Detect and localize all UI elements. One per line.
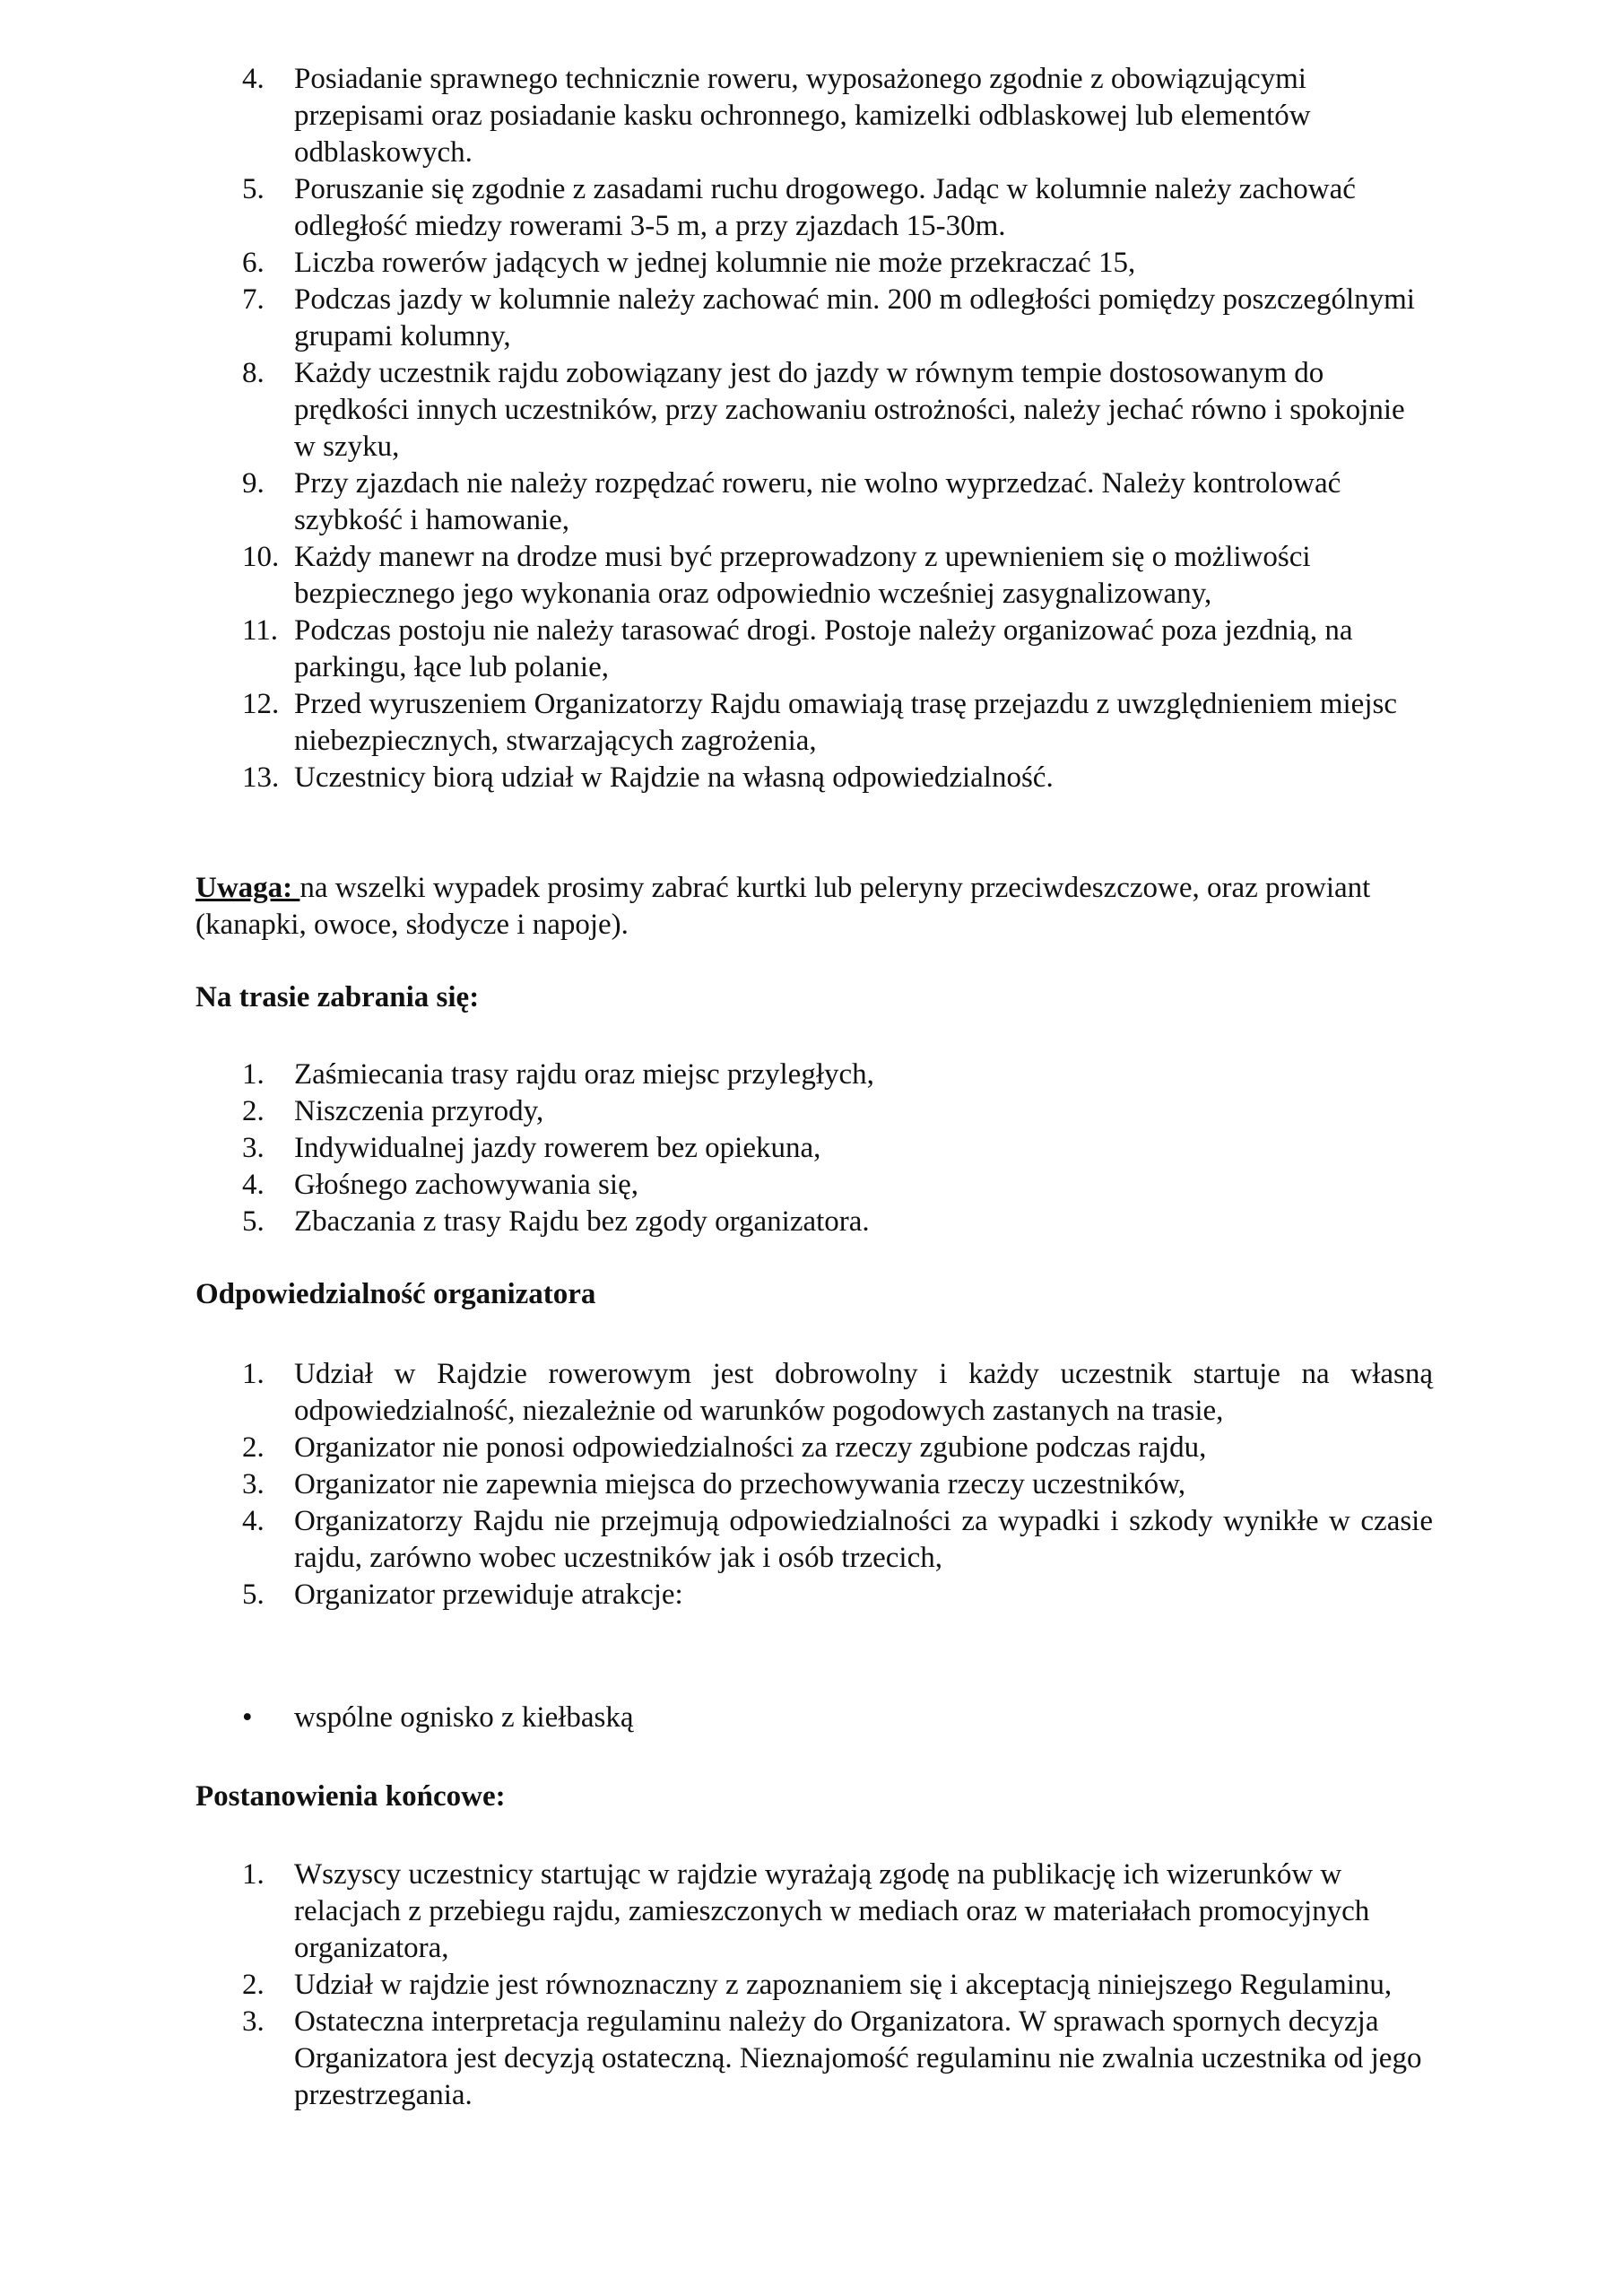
rules-list-section [0,61,1623,796]
list-item [0,760,1433,796]
list-item [0,355,1433,465]
prohibited-section [0,1057,1623,1240]
rules-list [0,61,1623,796]
item-text: Liczba rowerów jadących w jednej kolumnie nie może przekraczać 15, [294,247,1136,279]
item-text: Głośnego zachowywania się, [294,1169,638,1201]
item-text: Zbaczania z trasy Rajdu bez zgody organizatora. [294,1205,870,1238]
list-item [0,465,1433,539]
section-heading-final: Postanowienia końcowe: [195,1780,506,1813]
item-number: 4. [242,63,265,95]
item-text: Indywidualnej jazdy rowerem bez opiekuna, [294,1132,821,1164]
item-text: Organizator przewiduje atrakcje: [294,1578,683,1611]
item-text: Każdy uczestnik rajdu zobowiązany jest do jazdy w równym tempie dostosowanym do prędkości innych uczestników, przy zachowaniu ostrożności, należy jechać równo i spokojnie w szyku, [294,357,1405,463]
item-number: 2. [242,1431,265,1464]
item-number: 7. [242,283,265,316]
list-item [0,1503,1433,1577]
item-text: Organizator nie zapewnia miejsca do przechowywania rzeczy uczestników, [294,1468,1186,1500]
item-text: Niszczenia przyrody, [294,1095,544,1127]
item-number: 3. [242,2005,265,2038]
item-text: Podczas postoju nie należy tarasować drogi. Postoje należy organizować poza jezdnią, na parkingu, łące lub polanie, [294,614,1353,683]
item-number: 10. [242,541,280,573]
note-paragraph [195,870,1433,944]
list-item [0,171,1433,245]
item-text: Każdy manewr na drodze musi być przeprowadzony z upewnieniem się o możliwości bezpiecznego jego wykonania oraz odpowiednio wcześniej zasygnalizowany, [294,541,1311,610]
note-text: na wszelki wypadek prosimy zabrać kurtki lub peleryny przeciwdeszczowe, oraz prowiant (kanapki, owoce, słodycze i napoje). [195,872,1371,941]
list-item [0,1356,1433,1430]
list-item [0,1967,1433,2004]
section-heading-prohibited: Na trasie zabrania się: [195,981,480,1013]
item-number: 5. [242,1205,265,1238]
organizer-list [0,1356,1623,1613]
item-text: Posiadanie sprawnego technicznie roweru, wyposażonego zgodnie z obowiązującymi przepisami oraz posiadanie kasku ochronnego, kamizelki odblaskowej lub elementów odblaskowych. [294,63,1311,169]
item-text: Uczestnicy biorą udział w Rajdzie na własną odpowiedzialność. [294,761,1054,794]
item-number: 5. [242,1578,265,1611]
list-item [0,613,1433,686]
section-heading-organizer: Odpowiedzialność organizatora [195,1278,596,1310]
item-number: 1. [242,1358,265,1390]
list-item [0,61,1433,171]
list-item [0,686,1433,760]
prohibited-list [0,1057,1623,1240]
item-text: Zaśmiecania trasy rajdu oraz miejsc przyległych, [294,1058,874,1091]
item-number: 6. [242,247,265,279]
item-number: 2. [242,1095,265,1127]
item-text: Udział w rajdzie jest równoznaczny z zapoznaniem się i akceptacją niniejszego Regulaminu, [294,1969,1393,2001]
item-number: 4. [242,1505,265,1537]
list-item [0,1057,1433,1093]
item-number: 12. [242,688,280,720]
list-item [0,1430,1433,1466]
item-number: 2. [242,1969,265,2001]
list-item [0,2004,1433,2114]
final-list [0,1857,1623,2114]
item-text: Organizatorzy Rajdu nie przejmują odpowiedzialności za wypadki i szkody wynikłe w czasie rajdu, zarówno wobec uczestników jak i osób trzecich, [294,1505,1433,1574]
item-number: 1. [242,1858,265,1891]
bullet-icon: • [242,1701,253,1734]
list-item [0,1857,1433,1967]
item-text: Udział w Rajdzie rowerowym jest dobrowolny i każdy uczestnik startuje na własną odpowiedzialność, niezależnie od warunków pogodowych zastanych na trasie, [294,1358,1433,1427]
item-text: Wszyscy uczestnicy startując w rajdzie wyrażają zgodę na publikację ich wizerunków w relacjach z przebiegu rajdu, zamieszczonych w mediach oraz w materiałach promocyjnych organizatora, [294,1858,1370,1964]
bullet-item-text: wspólne ognisko z kiełbaską [294,1701,634,1734]
list-item [0,1466,1433,1503]
item-text: Przed wyruszeniem Organizatorzy Rajdu omawiają trasę przejazdu z uwzględnieniem miejsc niebezpiecznych, stwarzających zagrożenia, [294,688,1397,757]
item-number: 1. [242,1058,265,1091]
list-item [0,245,1433,282]
item-text: Ostateczna interpretacja regulaminu należy do Organizatora. W sprawach spornych decyzja Organizatora jest decyzją ostateczną. Nieznajomość regulaminu nie zwalnia uczestnika od jego przestrzegania. [294,2005,1422,2111]
item-number: 5. [242,173,265,205]
list-item [0,1204,1433,1240]
item-number: 13. [242,761,280,794]
organizer-section [0,1356,1623,1613]
item-number: 3. [242,1468,265,1500]
note-label: Uwaga: [195,872,300,904]
item-number: 11. [242,614,279,647]
item-text: Podczas jazdy w kolumnie należy zachować min. 200 m odległości pomiędzy poszczególnymi grupami kolumny, [294,283,1415,352]
item-text: Poruszanie się zgodnie z zasadami ruchu drogowego. Jadąc w kolumnie należy zachować odległość miedzy rowerami 3-5 m, a przy zjazdach 15-30m. [294,173,1356,242]
item-text: Organizator nie ponosi odpowiedzialności za rzeczy zgubione podczas rajdu, [294,1431,1207,1464]
list-item [0,1167,1433,1204]
item-number: 9. [242,467,265,500]
item-text: Przy zjazdach nie należy rozpędzać roweru, nie wolno wyprzedzać. Należy kontrolować szybkość i hamowanie, [294,467,1341,536]
list-item [0,1130,1433,1167]
final-section [0,1857,1623,2114]
item-number: 4. [242,1169,265,1201]
list-item [0,1093,1433,1130]
list-item [0,539,1433,613]
list-item [0,1577,1433,1613]
item-number: 8. [242,357,265,389]
item-number: 3. [242,1132,265,1164]
list-item [0,282,1433,355]
